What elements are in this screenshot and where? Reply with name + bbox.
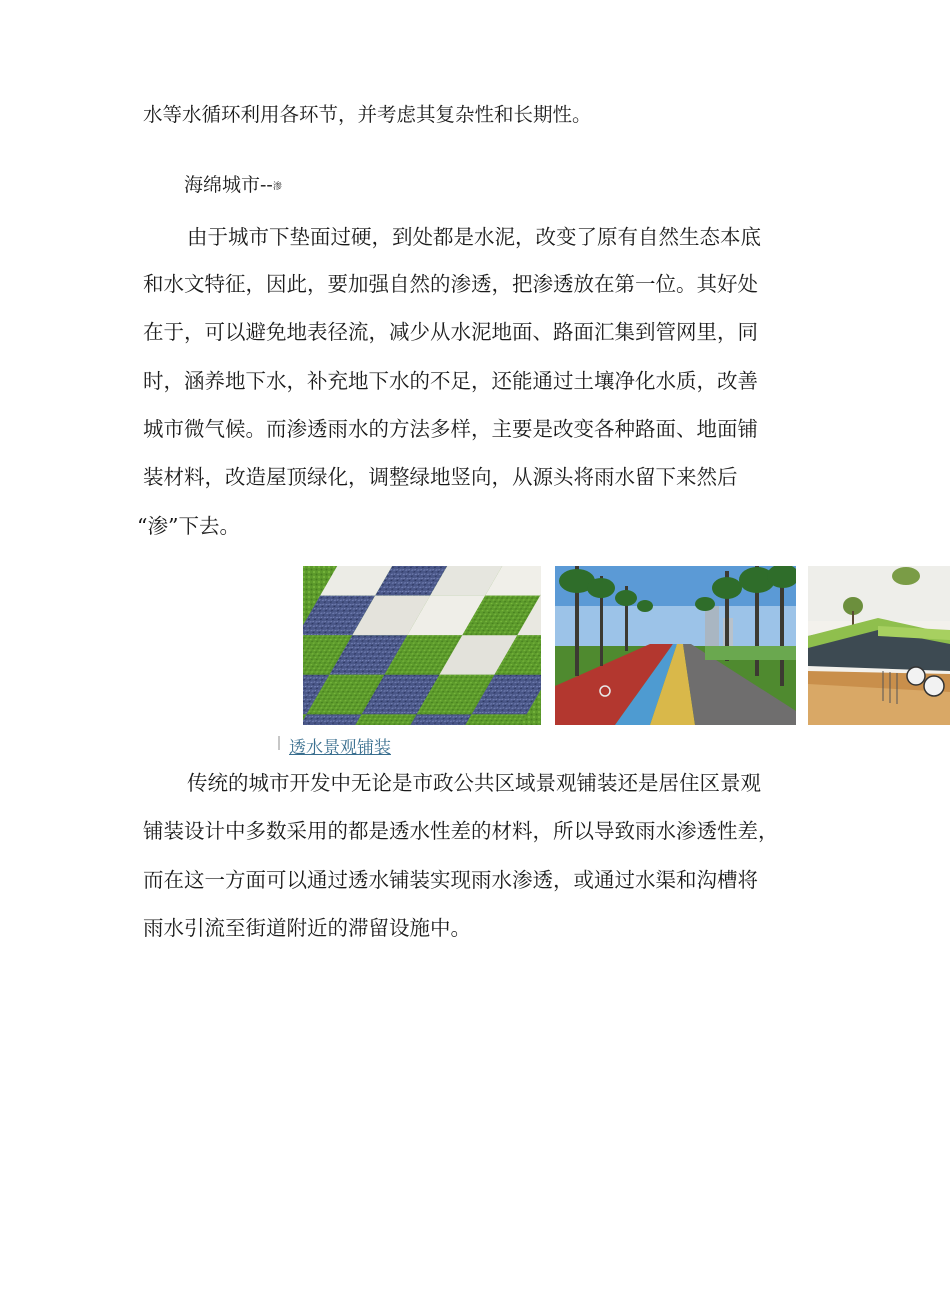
paragraph-line: 雨水引流至街道附近的滞留设施中。 <box>143 916 471 940</box>
paragraph-line: 在于，可以避免地表径流，减少从水泥地面、路面汇集到管网里，同 <box>143 320 758 344</box>
paragraph-line: 铺装设计中多数采用的都是透水性差的材料，所以导致雨水渗透性差， <box>143 819 779 843</box>
intro-line: 水等水循环利用各环节，并考虑其复杂性和长期性。 <box>143 103 592 126</box>
paragraph-line: 装材料，改造屋顶绿化，调整绿地竖向，从源头将雨水留下来然后 <box>143 465 738 489</box>
permeable-paving-photo <box>303 566 541 725</box>
caption-marker <box>278 736 280 750</box>
section-heading-small: 渗 <box>272 182 282 192</box>
green-roof-photo <box>808 566 950 725</box>
paragraph-line: “渗”下去。 <box>137 514 240 538</box>
walkway-photo <box>555 566 796 725</box>
section-heading <box>184 171 282 199</box>
paragraph-line: 城市微气候。而渗透雨水的方法多样，主要是改变各种路面、地面铺 <box>143 417 758 441</box>
image-caption-link[interactable]: 透水景观铺装 <box>289 738 391 758</box>
paragraph-line: 由于城市下垫面过硬，到处都是水泥，改变了原有自然生态本底 <box>187 225 761 249</box>
paragraph-line: 而在这一方面可以通过透水铺装实现雨水渗透，或通过水渠和沟槽将 <box>143 868 758 892</box>
paragraph-line: 和水文特征，因此，要加强自然的渗透，把渗透放在第一位。其好处 <box>143 272 758 296</box>
paragraph-line: 传统的城市开发中无论是市政公共区域景观铺装还是居住区景观 <box>187 771 761 795</box>
section-heading-main: 海绵城市-- <box>184 174 273 196</box>
paragraph-line: 时，涵养地下水，补充地下水的不足，还能通过土壤净化水质，改善 <box>143 369 758 393</box>
